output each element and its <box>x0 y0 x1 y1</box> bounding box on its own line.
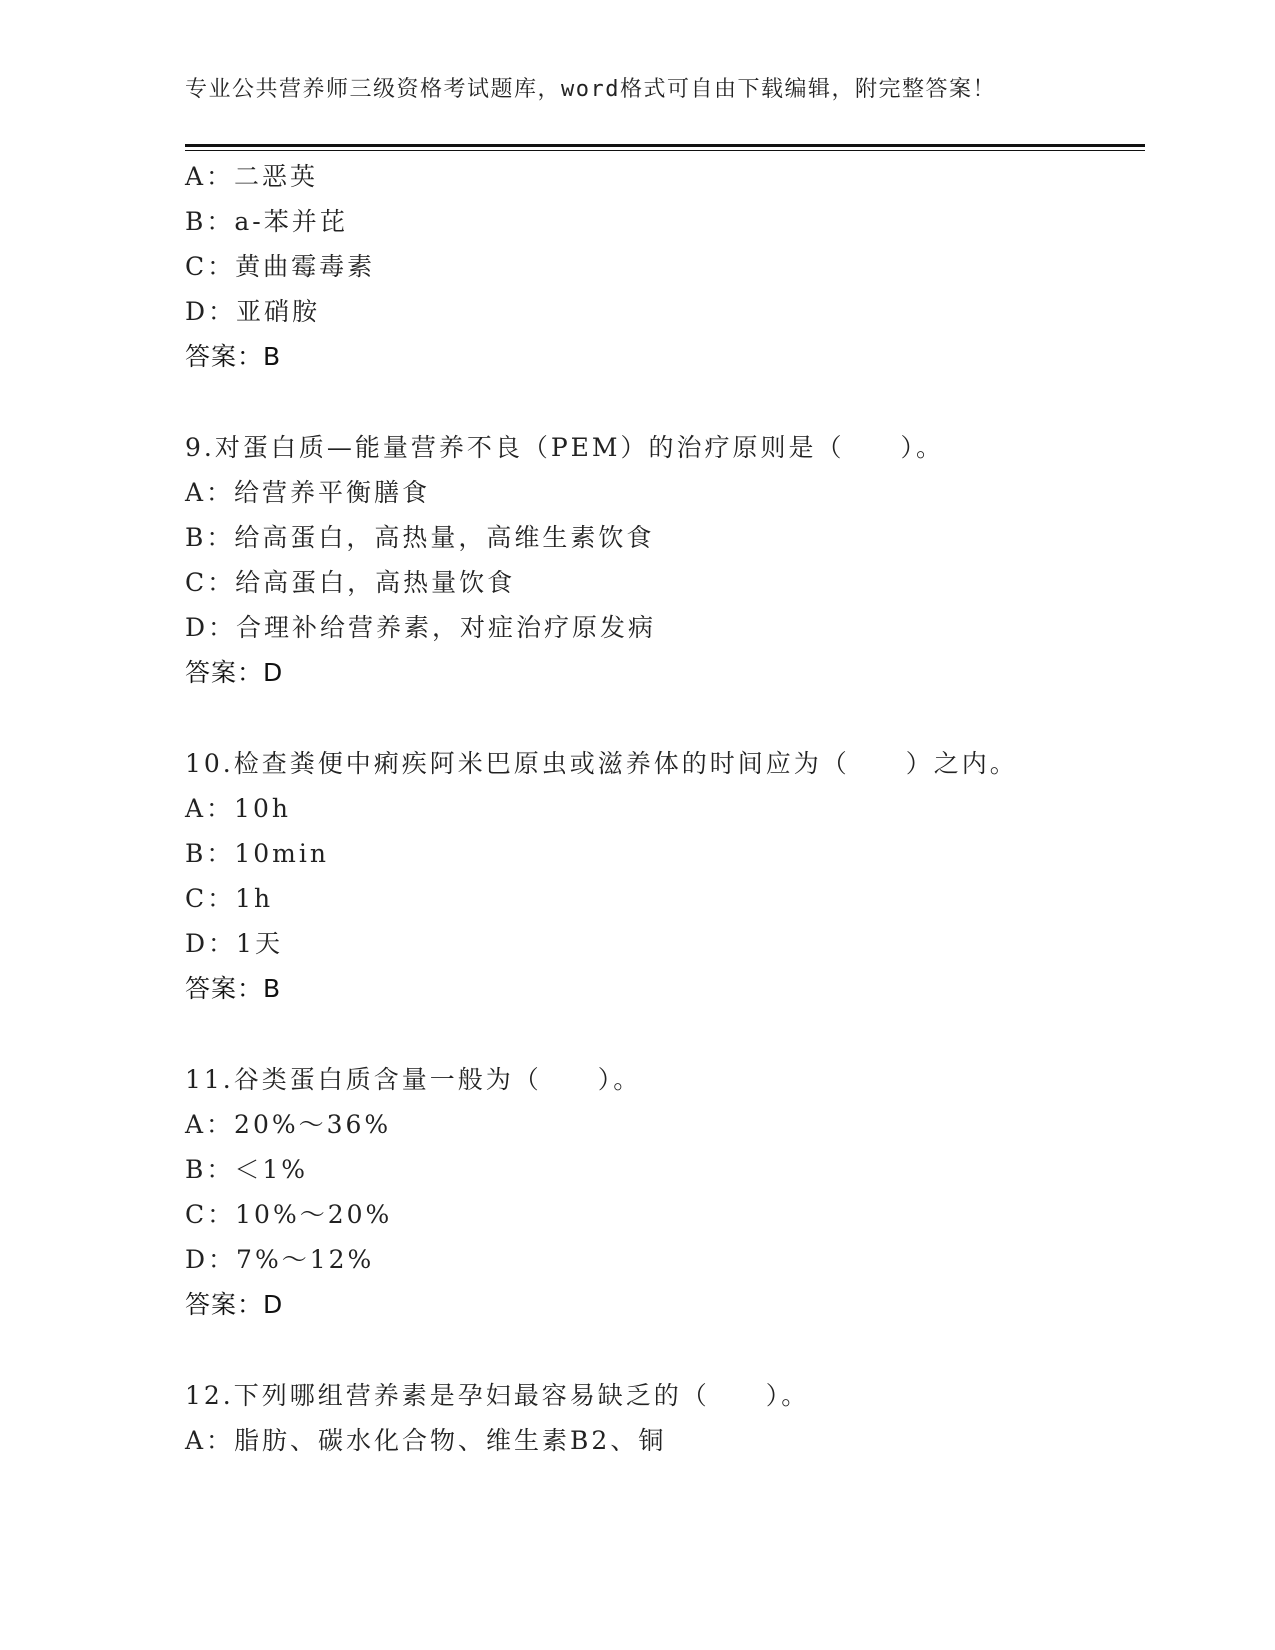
question-stem: 12.下列哪组营养素是孕妇最容易缺乏的（ ）。 <box>185 1381 810 1410</box>
question-block <box>185 741 1145 1011</box>
option-d: D：亚硝胺 <box>185 297 321 326</box>
option-a: A：二恶英 <box>185 162 319 191</box>
question-stem: 9.对蛋白质—能量营养不良（PEM）的治疗原则是（ ）。 <box>185 433 945 462</box>
option-c: C：1h <box>185 884 274 913</box>
option-a: A：脂肪、碳水化合物、维生素B2、铜 <box>185 1426 667 1455</box>
question-block <box>185 1057 1145 1327</box>
option-c: C：给高蛋白，高热量饮食 <box>185 568 516 597</box>
header-rule-thin <box>185 150 1145 151</box>
option-d: D：7%～12% <box>185 1245 375 1274</box>
option-d: D：1天 <box>185 929 283 958</box>
page-header: 专业公共营养师三级资格考试题库，word格式可自由下载编辑，附完整答案！ <box>185 77 996 102</box>
answer-line: 答案：D <box>185 658 284 687</box>
option-b: B：给高蛋白，高热量，高维生素饮食 <box>185 523 655 552</box>
option-a: A：给营养平衡膳食 <box>185 478 431 507</box>
option-b: B：a-苯并芘 <box>185 207 348 236</box>
question-block <box>185 1373 1145 1463</box>
answer-line: 答案：B <box>185 342 282 371</box>
question-stem: 10.检查粪便中痢疾阿米巴原虫或滋养体的时间应为（ ）之内。 <box>185 749 1018 778</box>
question-block <box>185 154 1145 379</box>
question-block <box>185 425 1145 695</box>
answer-line: 答案：B <box>185 974 282 1003</box>
question-list <box>185 154 1145 1463</box>
option-c: C：黄曲霉毒素 <box>185 252 376 281</box>
answer-line: 答案：D <box>185 1290 284 1319</box>
option-b: B：＜1% <box>185 1155 309 1184</box>
option-a: A：10h <box>185 794 291 823</box>
option-d: D：合理补给营养素，对症治疗原发病 <box>185 613 657 642</box>
option-a: A：20%～36% <box>185 1110 392 1139</box>
question-stem: 11.谷类蛋白质含量一般为（ ）。 <box>185 1065 642 1094</box>
option-b: B：10min <box>185 839 329 868</box>
header-rule-thick <box>185 144 1145 147</box>
option-c: C：10%～20% <box>185 1200 393 1229</box>
